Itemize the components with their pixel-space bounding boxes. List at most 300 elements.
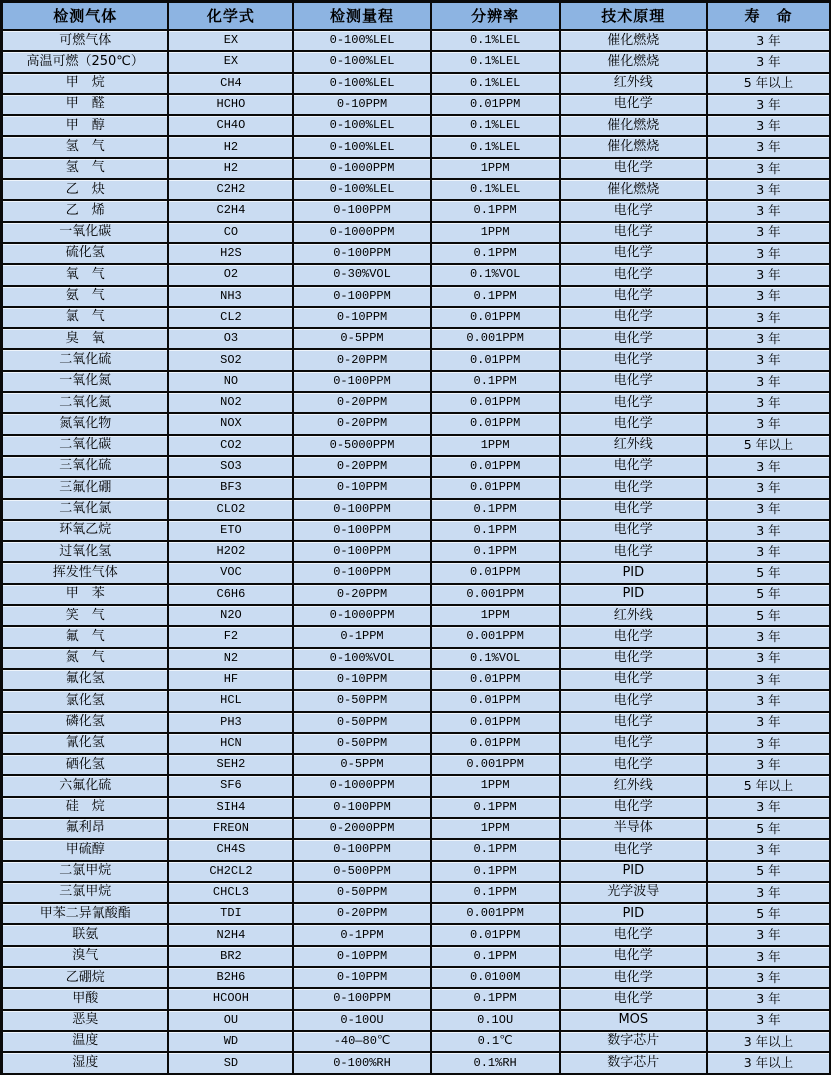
cell-lifespan: 5 年 bbox=[708, 563, 831, 584]
table-row bbox=[3, 31, 831, 52]
table-row bbox=[3, 244, 831, 265]
cell-gas-name: 甲 烷 bbox=[3, 74, 169, 95]
table-row bbox=[3, 776, 831, 797]
table-row bbox=[3, 627, 831, 648]
cell-principle: 电化学 bbox=[561, 755, 708, 776]
cell-principle: PID bbox=[561, 862, 708, 883]
table-row bbox=[3, 989, 831, 1010]
column-header-gas-name: 检测气体 bbox=[3, 3, 169, 31]
cell-resolution: 0.1PPM bbox=[432, 500, 561, 521]
cell-lifespan: 3 年 bbox=[708, 329, 831, 350]
cell-lifespan: 3 年 bbox=[708, 393, 831, 414]
cell-lifespan: 3 年 bbox=[708, 755, 831, 776]
cell-gas-name: 温度 bbox=[3, 1032, 169, 1053]
cell-resolution: 0.1%LEL bbox=[432, 52, 561, 73]
cell-resolution: 0.1℃ bbox=[432, 1032, 561, 1053]
cell-lifespan: 3 年 bbox=[708, 798, 831, 819]
cell-gas-name: 磷化氢 bbox=[3, 713, 169, 734]
cell-formula: H2O2 bbox=[169, 542, 294, 563]
cell-formula: SD bbox=[169, 1053, 294, 1075]
cell-lifespan: 5 年以上 bbox=[708, 776, 831, 797]
table-row bbox=[3, 74, 831, 95]
cell-principle: 电化学 bbox=[561, 308, 708, 329]
cell-gas-name: 溴气 bbox=[3, 947, 169, 968]
cell-gas-name: 甲酸 bbox=[3, 989, 169, 1010]
cell-formula: BF3 bbox=[169, 478, 294, 499]
cell-principle: 电化学 bbox=[561, 947, 708, 968]
cell-principle: 电化学 bbox=[561, 627, 708, 648]
cell-range: 0-100%LEL bbox=[294, 31, 431, 52]
cell-range: 0-100PPM bbox=[294, 542, 431, 563]
cell-resolution: 1PPM bbox=[432, 436, 561, 457]
cell-range: 0-10PPM bbox=[294, 947, 431, 968]
cell-formula: EX bbox=[169, 52, 294, 73]
cell-lifespan: 3 年以上 bbox=[708, 1032, 831, 1053]
cell-resolution: 0.1PPM bbox=[432, 947, 561, 968]
cell-lifespan: 3 年 bbox=[708, 244, 831, 265]
cell-lifespan: 3 年 bbox=[708, 223, 831, 244]
cell-principle: 电化学 bbox=[561, 670, 708, 691]
cell-gas-name: 氟化氢 bbox=[3, 670, 169, 691]
cell-formula: SF6 bbox=[169, 776, 294, 797]
cell-range: 0-2000PPM bbox=[294, 819, 431, 840]
cell-resolution: 0.1%LEL bbox=[432, 31, 561, 52]
table-row bbox=[3, 563, 831, 584]
cell-range: 0-100%LEL bbox=[294, 74, 431, 95]
cell-lifespan: 3 年 bbox=[708, 1011, 831, 1032]
table-row bbox=[3, 329, 831, 350]
cell-formula: H2 bbox=[169, 137, 294, 158]
cell-formula: N2 bbox=[169, 649, 294, 670]
cell-principle: 电化学 bbox=[561, 989, 708, 1010]
cell-range: 0-100PPM bbox=[294, 521, 431, 542]
cell-lifespan: 5 年 bbox=[708, 904, 831, 925]
cell-gas-name: 甲 醇 bbox=[3, 116, 169, 137]
cell-gas-name: 乙硼烷 bbox=[3, 968, 169, 989]
column-header-lifespan: 寿 命 bbox=[708, 3, 831, 31]
cell-range: 0-5PPM bbox=[294, 755, 431, 776]
cell-formula: HCL bbox=[169, 691, 294, 712]
cell-formula: CL2 bbox=[169, 308, 294, 329]
cell-gas-name: 氯 气 bbox=[3, 308, 169, 329]
cell-principle: 电化学 bbox=[561, 95, 708, 116]
cell-lifespan: 3 年 bbox=[708, 372, 831, 393]
cell-lifespan: 3 年 bbox=[708, 116, 831, 137]
cell-resolution: 0.1PPM bbox=[432, 862, 561, 883]
cell-resolution: 0.1PPM bbox=[432, 372, 561, 393]
cell-principle: 电化学 bbox=[561, 287, 708, 308]
cell-range: 0-20PPM bbox=[294, 457, 431, 478]
cell-range: 0-50PPM bbox=[294, 734, 431, 755]
cell-lifespan: 3 年 bbox=[708, 350, 831, 371]
table-row bbox=[3, 542, 831, 563]
cell-lifespan: 3 年 bbox=[708, 478, 831, 499]
cell-principle: 催化燃烧 bbox=[561, 31, 708, 52]
cell-principle: 电化学 bbox=[561, 244, 708, 265]
cell-resolution: 0.1%VOL bbox=[432, 649, 561, 670]
table-row bbox=[3, 201, 831, 222]
cell-gas-name: 硫化氢 bbox=[3, 244, 169, 265]
cell-gas-name: 氟 气 bbox=[3, 627, 169, 648]
cell-range: 0-100%LEL bbox=[294, 52, 431, 73]
cell-range: 0-500PPM bbox=[294, 862, 431, 883]
cell-lifespan: 5 年 bbox=[708, 862, 831, 883]
cell-formula: F2 bbox=[169, 627, 294, 648]
cell-lifespan: 3 年 bbox=[708, 31, 831, 52]
table-row bbox=[3, 862, 831, 883]
cell-gas-name: 氢 气 bbox=[3, 137, 169, 158]
cell-lifespan: 3 年 bbox=[708, 542, 831, 563]
cell-range: 0-1000PPM bbox=[294, 606, 431, 627]
cell-range: 0-100%LEL bbox=[294, 116, 431, 137]
cell-range: 0-10PPM bbox=[294, 478, 431, 499]
cell-principle: PID bbox=[561, 585, 708, 606]
cell-formula: OU bbox=[169, 1011, 294, 1032]
cell-lifespan: 3 年 bbox=[708, 670, 831, 691]
cell-formula: C6H6 bbox=[169, 585, 294, 606]
cell-formula: NOX bbox=[169, 414, 294, 435]
cell-principle: 红外线 bbox=[561, 776, 708, 797]
cell-gas-name: 氮 气 bbox=[3, 649, 169, 670]
table-row bbox=[3, 840, 831, 861]
cell-gas-name: 恶臭 bbox=[3, 1011, 169, 1032]
cell-resolution: 0.001PPM bbox=[432, 329, 561, 350]
cell-resolution: 1PPM bbox=[432, 819, 561, 840]
cell-resolution: 0.01PPM bbox=[432, 691, 561, 712]
cell-gas-name: 氧 气 bbox=[3, 265, 169, 286]
cell-principle: 电化学 bbox=[561, 968, 708, 989]
cell-range: 0-1PPM bbox=[294, 627, 431, 648]
cell-principle: 数字芯片 bbox=[561, 1032, 708, 1053]
cell-resolution: 0.01PPM bbox=[432, 478, 561, 499]
cell-range: 0-100%LEL bbox=[294, 180, 431, 201]
table-row bbox=[3, 116, 831, 137]
cell-formula: HCHO bbox=[169, 95, 294, 116]
cell-resolution: 0.01PPM bbox=[432, 414, 561, 435]
cell-principle: 电化学 bbox=[561, 734, 708, 755]
cell-resolution: 0.01PPM bbox=[432, 350, 561, 371]
table-row bbox=[3, 95, 831, 116]
table-row bbox=[3, 947, 831, 968]
cell-lifespan: 3 年 bbox=[708, 840, 831, 861]
cell-range: 0-100PPM bbox=[294, 798, 431, 819]
cell-gas-name: 三氧化硫 bbox=[3, 457, 169, 478]
cell-range: 0-1000PPM bbox=[294, 223, 431, 244]
cell-gas-name: 六氟化硫 bbox=[3, 776, 169, 797]
cell-lifespan: 3 年 bbox=[708, 925, 831, 946]
cell-formula: SIH4 bbox=[169, 798, 294, 819]
cell-gas-name: 二氯甲烷 bbox=[3, 862, 169, 883]
cell-formula: FREON bbox=[169, 819, 294, 840]
cell-resolution: 0.01PPM bbox=[432, 925, 561, 946]
cell-resolution: 0.001PPM bbox=[432, 585, 561, 606]
cell-range: 0-100PPM bbox=[294, 201, 431, 222]
table-row bbox=[3, 649, 831, 670]
header-row bbox=[3, 3, 831, 31]
cell-gas-name: 氮氧化物 bbox=[3, 414, 169, 435]
cell-formula: O2 bbox=[169, 265, 294, 286]
cell-formula: NO bbox=[169, 372, 294, 393]
cell-range: 0-10OU bbox=[294, 1011, 431, 1032]
table-row bbox=[3, 223, 831, 244]
table-row bbox=[3, 52, 831, 73]
cell-resolution: 0.1%LEL bbox=[432, 74, 561, 95]
cell-resolution: 0.1PPM bbox=[432, 244, 561, 265]
cell-formula: C2H4 bbox=[169, 201, 294, 222]
cell-gas-name: 乙 炔 bbox=[3, 180, 169, 201]
cell-formula: ETO bbox=[169, 521, 294, 542]
cell-principle: 电化学 bbox=[561, 201, 708, 222]
cell-range: 0-5000PPM bbox=[294, 436, 431, 457]
cell-formula: H2 bbox=[169, 159, 294, 180]
cell-gas-name: 笑 气 bbox=[3, 606, 169, 627]
cell-range: 0-10PPM bbox=[294, 308, 431, 329]
table-row bbox=[3, 180, 831, 201]
cell-formula: O3 bbox=[169, 329, 294, 350]
cell-range: 0-5PPM bbox=[294, 329, 431, 350]
cell-resolution: 0.0100M bbox=[432, 968, 561, 989]
cell-formula: WD bbox=[169, 1032, 294, 1053]
table-row bbox=[3, 521, 831, 542]
cell-principle: 电化学 bbox=[561, 350, 708, 371]
cell-gas-name: 甲硫醇 bbox=[3, 840, 169, 861]
cell-resolution: 0.01PPM bbox=[432, 713, 561, 734]
cell-principle: 电化学 bbox=[561, 691, 708, 712]
cell-range: 0-100PPM bbox=[294, 989, 431, 1010]
cell-lifespan: 3 年 bbox=[708, 414, 831, 435]
cell-gas-name: 氨 气 bbox=[3, 287, 169, 308]
cell-resolution: 0.1%LEL bbox=[432, 180, 561, 201]
table-row bbox=[3, 159, 831, 180]
cell-resolution: 0.1PPM bbox=[432, 287, 561, 308]
table-row bbox=[3, 691, 831, 712]
cell-resolution: 1PPM bbox=[432, 223, 561, 244]
cell-range: 0-1PPM bbox=[294, 925, 431, 946]
cell-formula: CO2 bbox=[169, 436, 294, 457]
cell-principle: 电化学 bbox=[561, 925, 708, 946]
column-header-range: 检测量程 bbox=[294, 3, 431, 31]
cell-principle: 电化学 bbox=[561, 457, 708, 478]
cell-lifespan: 3 年 bbox=[708, 989, 831, 1010]
table-row bbox=[3, 606, 831, 627]
cell-formula: EX bbox=[169, 31, 294, 52]
cell-resolution: 0.1PPM bbox=[432, 883, 561, 904]
cell-lifespan: 3 年 bbox=[708, 457, 831, 478]
cell-range: 0-10PPM bbox=[294, 670, 431, 691]
cell-formula: SO3 bbox=[169, 457, 294, 478]
table-row bbox=[3, 265, 831, 286]
cell-formula: HCN bbox=[169, 734, 294, 755]
cell-lifespan: 3 年 bbox=[708, 713, 831, 734]
cell-gas-name: 联氨 bbox=[3, 925, 169, 946]
table-row bbox=[3, 457, 831, 478]
cell-gas-name: 一氧化氮 bbox=[3, 372, 169, 393]
cell-resolution: 0.1%LEL bbox=[432, 137, 561, 158]
cell-principle: 电化学 bbox=[561, 840, 708, 861]
cell-resolution: 1PPM bbox=[432, 776, 561, 797]
cell-principle: 电化学 bbox=[561, 542, 708, 563]
table-row bbox=[3, 585, 831, 606]
cell-principle: 电化学 bbox=[561, 713, 708, 734]
cell-lifespan: 3 年 bbox=[708, 308, 831, 329]
cell-gas-name: 甲苯二异氰酸酯 bbox=[3, 904, 169, 925]
cell-resolution: 0.1%VOL bbox=[432, 265, 561, 286]
cell-lifespan: 3 年 bbox=[708, 287, 831, 308]
cell-formula: B2H6 bbox=[169, 968, 294, 989]
table-row bbox=[3, 372, 831, 393]
table-row bbox=[3, 1032, 831, 1053]
cell-resolution: 0.1PPM bbox=[432, 798, 561, 819]
cell-principle: 电化学 bbox=[561, 649, 708, 670]
cell-range: 0-100PPM bbox=[294, 244, 431, 265]
cell-formula: CH2CL2 bbox=[169, 862, 294, 883]
cell-formula: CHCL3 bbox=[169, 883, 294, 904]
cell-range: 0-30%VOL bbox=[294, 265, 431, 286]
cell-lifespan: 3 年 bbox=[708, 180, 831, 201]
cell-resolution: 0.1PPM bbox=[432, 201, 561, 222]
column-header-resolution: 分辨率 bbox=[432, 3, 561, 31]
cell-range: 0-10PPM bbox=[294, 95, 431, 116]
cell-formula: N2O bbox=[169, 606, 294, 627]
cell-resolution: 0.1PPM bbox=[432, 542, 561, 563]
cell-lifespan: 3 年 bbox=[708, 883, 831, 904]
cell-gas-name: 二氧化碳 bbox=[3, 436, 169, 457]
cell-principle: 红外线 bbox=[561, 74, 708, 95]
cell-principle: 电化学 bbox=[561, 414, 708, 435]
cell-gas-name: 氢 气 bbox=[3, 159, 169, 180]
table-row bbox=[3, 925, 831, 946]
cell-gas-name: 二氧化硫 bbox=[3, 350, 169, 371]
cell-formula: N2H4 bbox=[169, 925, 294, 946]
cell-principle: 光学波导 bbox=[561, 883, 708, 904]
cell-resolution: 0.001PPM bbox=[432, 755, 561, 776]
cell-principle: MOS bbox=[561, 1011, 708, 1032]
table-row bbox=[3, 755, 831, 776]
cell-formula: PH3 bbox=[169, 713, 294, 734]
cell-principle: 电化学 bbox=[561, 521, 708, 542]
cell-principle: 催化燃烧 bbox=[561, 137, 708, 158]
cell-lifespan: 3 年 bbox=[708, 521, 831, 542]
table-row bbox=[3, 414, 831, 435]
cell-formula: TDI bbox=[169, 904, 294, 925]
cell-principle: 电化学 bbox=[561, 159, 708, 180]
cell-principle: 半导体 bbox=[561, 819, 708, 840]
cell-principle: 电化学 bbox=[561, 393, 708, 414]
cell-range: 0-50PPM bbox=[294, 713, 431, 734]
cell-range: 0-50PPM bbox=[294, 883, 431, 904]
cell-principle: PID bbox=[561, 563, 708, 584]
cell-resolution: 0.001PPM bbox=[432, 904, 561, 925]
table-row bbox=[3, 500, 831, 521]
cell-principle: 数字芯片 bbox=[561, 1053, 708, 1075]
cell-resolution: 1PPM bbox=[432, 606, 561, 627]
cell-lifespan: 3 年以上 bbox=[708, 1053, 831, 1075]
cell-formula: C2H2 bbox=[169, 180, 294, 201]
cell-formula: CH4S bbox=[169, 840, 294, 861]
cell-gas-name: 硅 烷 bbox=[3, 798, 169, 819]
cell-range: 0-10PPM bbox=[294, 968, 431, 989]
cell-gas-name: 臭 氧 bbox=[3, 329, 169, 350]
cell-range: 0-20PPM bbox=[294, 350, 431, 371]
table-row bbox=[3, 713, 831, 734]
cell-resolution: 0.01PPM bbox=[432, 563, 561, 584]
column-header-formula: 化学式 bbox=[169, 3, 294, 31]
cell-range: 0-100PPM bbox=[294, 372, 431, 393]
cell-lifespan: 3 年 bbox=[708, 52, 831, 73]
cell-gas-name: 湿度 bbox=[3, 1053, 169, 1075]
table-row bbox=[3, 137, 831, 158]
cell-range: 0-100PPM bbox=[294, 287, 431, 308]
cell-gas-name: 氰化氢 bbox=[3, 734, 169, 755]
cell-gas-name: 环氧乙烷 bbox=[3, 521, 169, 542]
table-row bbox=[3, 308, 831, 329]
table-row bbox=[3, 883, 831, 904]
cell-range: 0-1000PPM bbox=[294, 159, 431, 180]
cell-principle: PID bbox=[561, 904, 708, 925]
table-row bbox=[3, 1053, 831, 1075]
cell-formula: SO2 bbox=[169, 350, 294, 371]
cell-gas-name: 氯化氢 bbox=[3, 691, 169, 712]
cell-lifespan: 5 年以上 bbox=[708, 74, 831, 95]
cell-lifespan: 3 年 bbox=[708, 265, 831, 286]
cell-lifespan: 5 年 bbox=[708, 585, 831, 606]
cell-gas-name: 甲 苯 bbox=[3, 585, 169, 606]
cell-gas-name: 二氧化氮 bbox=[3, 393, 169, 414]
cell-lifespan: 5 年 bbox=[708, 819, 831, 840]
cell-range: 0-100PPM bbox=[294, 840, 431, 861]
cell-range: 0-100PPM bbox=[294, 500, 431, 521]
cell-gas-name: 可燃气体 bbox=[3, 31, 169, 52]
cell-lifespan: 3 年 bbox=[708, 968, 831, 989]
cell-formula: VOC bbox=[169, 563, 294, 584]
cell-lifespan: 3 年 bbox=[708, 500, 831, 521]
cell-resolution: 0.1%LEL bbox=[432, 116, 561, 137]
cell-lifespan: 3 年 bbox=[708, 137, 831, 158]
cell-range: -40—80℃ bbox=[294, 1032, 431, 1053]
cell-lifespan: 3 年 bbox=[708, 159, 831, 180]
cell-formula: CLO2 bbox=[169, 500, 294, 521]
cell-range: 0-100%LEL bbox=[294, 137, 431, 158]
cell-resolution: 0.01PPM bbox=[432, 308, 561, 329]
cell-gas-name: 乙 烯 bbox=[3, 201, 169, 222]
cell-principle: 电化学 bbox=[561, 500, 708, 521]
cell-gas-name: 高温可燃（250℃） bbox=[3, 52, 169, 73]
cell-principle: 催化燃烧 bbox=[561, 52, 708, 73]
cell-formula: BR2 bbox=[169, 947, 294, 968]
cell-resolution: 0.01PPM bbox=[432, 670, 561, 691]
column-header-principle: 技术原理 bbox=[561, 3, 708, 31]
cell-resolution: 0.1PPM bbox=[432, 521, 561, 542]
cell-formula: CO bbox=[169, 223, 294, 244]
cell-resolution: 0.01PPM bbox=[432, 95, 561, 116]
cell-gas-name: 氟利昂 bbox=[3, 819, 169, 840]
cell-formula: NO2 bbox=[169, 393, 294, 414]
cell-range: 0-20PPM bbox=[294, 414, 431, 435]
cell-resolution: 0.01PPM bbox=[432, 457, 561, 478]
cell-range: 0-20PPM bbox=[294, 393, 431, 414]
cell-range: 0-50PPM bbox=[294, 691, 431, 712]
cell-resolution: 0.1%RH bbox=[432, 1053, 561, 1075]
cell-gas-name: 甲 醛 bbox=[3, 95, 169, 116]
cell-resolution: 0.001PPM bbox=[432, 627, 561, 648]
cell-resolution: 0.01PPM bbox=[432, 393, 561, 414]
cell-lifespan: 3 年 bbox=[708, 734, 831, 755]
cell-formula: HCOOH bbox=[169, 989, 294, 1010]
cell-formula: CH4 bbox=[169, 74, 294, 95]
cell-principle: 催化燃烧 bbox=[561, 116, 708, 137]
cell-range: 0-20PPM bbox=[294, 585, 431, 606]
table-row bbox=[3, 798, 831, 819]
